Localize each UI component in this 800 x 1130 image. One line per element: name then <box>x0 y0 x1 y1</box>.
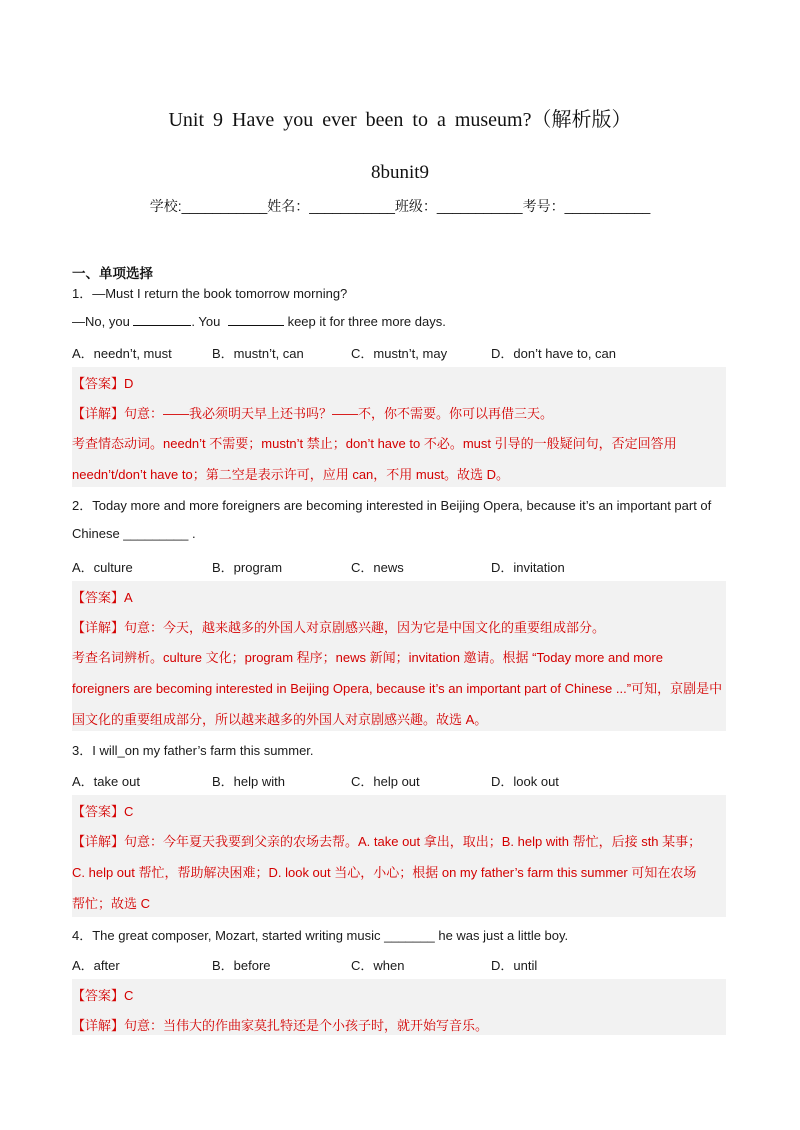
q3-detail-line: C. help out 帮忙，帮助解决困难；D. look out 当心，小心；根据 on my father’s farm this summer 可知在农场 <box>72 865 697 880</box>
q1-option-c: C．mustn’t, may <box>351 346 448 361</box>
q4-options <box>72 955 712 973</box>
q4-answer-block <box>72 979 726 1035</box>
q2-option-a: A．culture <box>72 560 133 575</box>
student-info-line: 学校:___________姓名：___________班级：___________考号：___________ <box>149 198 651 214</box>
q4-answer: 【答案】C <box>72 988 134 1003</box>
q2-option-d: D．invitation <box>491 560 565 575</box>
q2-answer-block <box>72 581 726 731</box>
document-title: Unit 9 Have you ever been to a museum?（解析版） <box>168 109 632 131</box>
q3-detail-line: 【详解】句意：今年夏天我要到父亲的农场去帮。A. take out 拿出，取出；B. help with 帮忙，后接 sth 某事； <box>72 834 702 849</box>
q1-option-a: A．needn’t, must <box>72 346 172 361</box>
q3-answer: 【答案】C <box>72 804 134 819</box>
q2-answer: 【答案】A <box>72 590 133 605</box>
q1-option-b: B．mustn’t, can <box>212 346 304 361</box>
q1-line2-part-c: keep it for three more days. <box>283 314 446 329</box>
q3-option-b: B．help with <box>212 774 285 789</box>
q2-options <box>72 557 712 575</box>
q1-blank-1 <box>133 313 191 326</box>
q3-option-d: D．look out <box>491 774 559 789</box>
q4-option-a: A．after <box>72 958 120 973</box>
q1-detail-line: 【详解】句意：——我必须明天早上还书吗？——不，你不需要。你可以再借三天。 <box>72 406 554 421</box>
q1-answer-block <box>72 367 726 487</box>
q2-stem-cont: Chinese _________ . <box>72 526 196 541</box>
q1-detail-line: 考查情态动词。needn’t 不需要；mustn’t 禁止；don’t have to 不必。must 引导的一般疑问句，否定回答用 <box>72 436 677 451</box>
q1-options <box>72 343 712 361</box>
q3-detail-line: 帮忙；故选 C <box>72 896 151 911</box>
q1-option-d: D．don’t have to, can <box>491 346 617 361</box>
q3-options <box>72 771 712 789</box>
q4-option-b: B．before <box>212 958 271 973</box>
q1-line2-part-b: . You <box>191 314 224 329</box>
q4-option-c: C．when <box>351 958 405 973</box>
q3-option-c: C．help out <box>351 774 420 789</box>
q4-option-d: D．until <box>491 958 538 973</box>
q2-detail-line: 考查名词辨析。culture 文化；program 程序；news 新闻；invitation 邀请。根据 “Today more and more <box>72 650 663 665</box>
section-title: 一、单项选择 <box>72 266 153 281</box>
q1-answer: 【答案】D <box>72 376 134 391</box>
q1-detail-line: needn’t/don’t have to；第二空是表示许可，应用 can，不用 must。故选 D。 <box>72 467 510 482</box>
q2-option-b: B．program <box>212 560 283 575</box>
document-subtitle: 8bunit9 <box>370 162 430 183</box>
q1-blank-2 <box>228 313 284 326</box>
q1-line2 <box>72 313 446 329</box>
q1-line2-part-a: —No, you <box>72 314 134 329</box>
q2-detail-line: foreigners are becoming interested in Beijing Opera, because it’s an important part of Chinese ...”可知，京剧是中 <box>72 681 723 696</box>
q4-stem: 4．The great composer, Mozart, started writing music _______ he was just a little boy. <box>72 928 569 943</box>
q4-detail-line: 【详解】句意：当伟大的作曲家莫扎特还是个小孩子时，就开始写音乐。 <box>72 1018 489 1033</box>
q3-option-a: A．take out <box>72 774 140 789</box>
q3-stem: 3．I will_on my father’s farm this summer. <box>72 743 314 758</box>
q2-detail-line: 【详解】句意：今天，越来越多的外国人对京剧感兴趣，因为它是中国文化的重要组成部分。 <box>72 620 606 635</box>
q1-stem: 1．—Must I return the book tomorrow morning? <box>72 286 348 301</box>
q2-option-c: C．news <box>351 560 404 575</box>
q2-stem: 2．Today more and more foreigners are becoming interested in Beijing Opera, because it’s an important part of <box>72 498 712 513</box>
q3-answer-block <box>72 795 726 917</box>
q2-detail-line: 国文化的重要组成部分，所以越来越多的外国人对京剧感兴趣。故选 A。 <box>72 712 488 727</box>
